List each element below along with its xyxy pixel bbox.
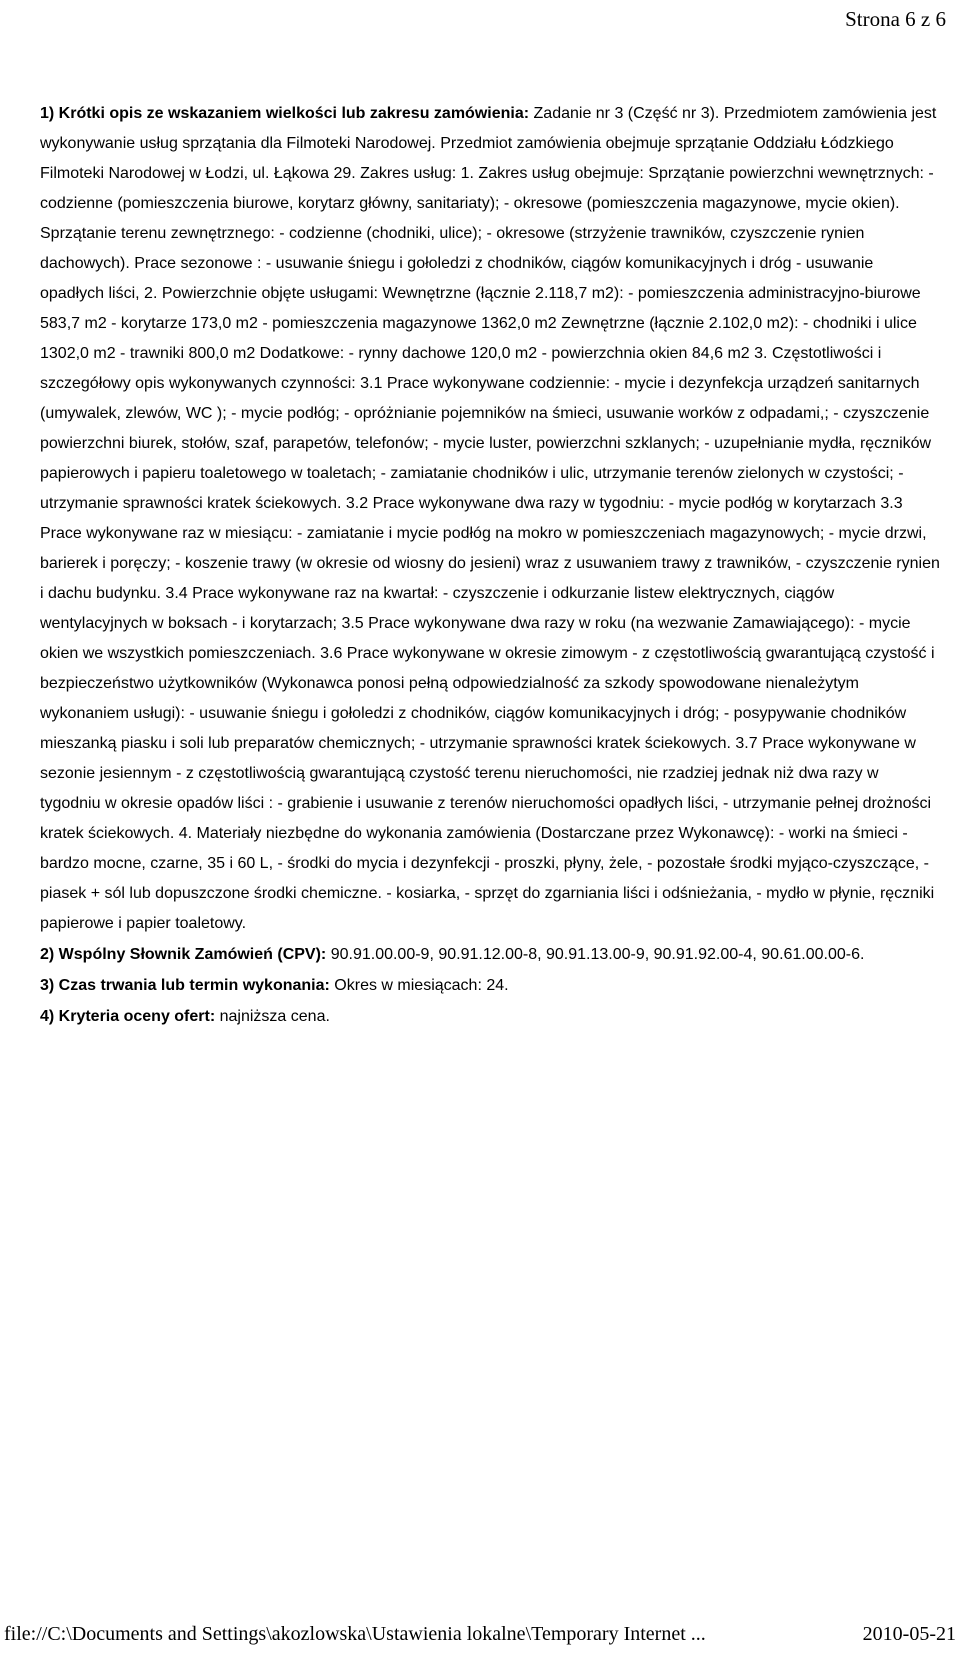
document-body bbox=[40, 99, 940, 1032]
section-cpv bbox=[40, 940, 940, 970]
section-criteria bbox=[40, 1002, 940, 1032]
section-text: Okres w miesiącach: 24. bbox=[334, 977, 509, 994]
section-text: najniższa cena. bbox=[219, 1008, 330, 1025]
section-text: Zadanie nr 3 (Część nr 3). Przedmiotem zamówienia jest wykonywanie usług sprzątania dla Filmoteki Narodowej. Przedmiot zamówienia obejmuje sprzątanie Oddziału Łódzkiego Filmoteki Narodowej w Łodzi, ul. Łąkowa 29. Zakres usług: 1. Zakres usług obejmuje: Sprzątanie powierzchni wewnętrznych: - codzienne (pomieszczenia biurowe, korytarz główny, sanitariaty); - okresowe (pomieszczenia magazynowe, mycie okien). Sprzątanie terenu zewnętrznego: - codzienne (chodniki, ulice); - okresowe (strzyżenie trawników, czyszczenie rynien dachowych). Prace sezonowe : - usuwanie śniegu i gołoledzi z chodników, ciągów komunikacyjnych i dróg - usuwanie opadłych liści, 2. Powierzchnie objęte usługami: Wewnętrzne (łącznie 2.118,7 m2): - pomieszczenia administracyjno-biurowe 583,7 m2 - korytarze 173,0 m2 - pomieszczenia magazynowe 1362,0 m2 Zewnętrzne (łącznie 2.102,0 m2): - chodniki i ulice 1302,0 m2 - trawniki 800,0 m2 Dodatkowe: - rynny dachowe 120,0 m2 - powierzchnia okien 84,6 m2 3. Częstotliwości i szczegółowy opis wykonywanych czynności: 3.1 Prace wykonywane codziennie: - mycie i dezynfekcja urządzeń sanitarnych (umywalek, zlewów, WC ); - mycie podłóg; - opróżnianie pojemników na śmieci, usuwanie worków z odpadami,; - czyszczenie powierzchni biurek, stołów, szaf, parapetów, telefonów; - mycie luster, powierzchni szklanych; - uzupełnianie mydła, ręczników papierowych i papieru toaletowego w toaletach; - zamiatanie chodników i ulic, utrzymanie terenów zielonych w czystości; - utrzymanie sprawności kratek ściekowych. 3.2 Prace wykonywane dwa razy w tygodniu: - mycie podłóg w korytarzach 3.3 Prace wykonywane raz w miesiącu: - zamiatanie i mycie podłóg na mokro w pomieszczeniach magazynowych; - mycie drzwi, barierek i poręczy; - koszenie trawy (w okresie od wiosny do jesieni) wraz z usuwaniem trawy z trawników, - czyszczenie rynien i dachu budynku. 3.4 Prace wykonywane raz na kwartał: - czyszczenie i odkurzanie listew elektrycznych, ciągów wentylacyjnych w boksach - i korytarzach; 3.5 Prace wykonywane dwa razy w roku (na wezwanie Zamawiającego): - mycie okien we wszystkich pomieszczeniach. 3.6 Prace wykonywane w okresie zimowym - z częstotliwością gwarantującą czystość i bezpieczeństwo użytkowników (Wykonawca ponosi pełną odpowiedzialność za szkody spowodowane nienależytym wykonaniem usługi): - usuwanie śniegu i gołoledzi z chodników, ciągów komunikacyjnych i dróg; - posypywanie chodników mieszanką piasku i soli lub preparatów chemicznych; - utrzymanie sprawności kratek ściekowych. 3.7 Prace wykonywane w sezonie jesiennym - z częstotliwością gwarantującą czystość terenu nieruchomości, nie rzadziej jednak niż dwa razy w tygodniu w okresie opadów liści : - grabienie i usuwanie z terenów nieruchomości opadłych liści, - utrzymanie pełnej drożności kratek ściekowych. 4. Materiały niezbędne do wykonania zamówienia (Dostarczane przez Wykonawcę): - worki na śmieci - bardzo mocne, czarne, 35 i 60 L, - środki do mycia i dezynfekcji - proszki, płyny, żele, - pozostałe środki myjąco-czyszczące, - piasek + sól lub dopuszczone środki chemiczne. - kosiarka, - sprzęt do zgarniania liści i odśnieżania, - mydło w płynie, ręczniki papierowe i papier toaletowy. bbox=[40, 105, 940, 932]
footer-file-path: file://C:\Documents and Settings\akozlowska\Ustawienia lokalne\Temporary Internet ... bbox=[4, 1623, 706, 1645]
page-number: Strona 6 z 6 bbox=[845, 7, 946, 31]
section-label: 1) Krótki opis ze wskazaniem wielkości lub zakresu zamówienia: bbox=[40, 105, 530, 122]
section-label: 2) Wspólny Słownik Zamówień (CPV): bbox=[40, 946, 327, 963]
section-duration bbox=[40, 971, 940, 1001]
footer-date: 2010-05-21 bbox=[862, 1623, 956, 1645]
section-short-description bbox=[40, 99, 940, 939]
section-text: 90.91.00.00-9, 90.91.12.00-8, 90.91.13.00-9, 90.91.92.00-4, 90.61.00.00-6. bbox=[330, 946, 865, 963]
section-label: 3) Czas trwania lub termin wykonania: bbox=[40, 977, 330, 994]
page-footer bbox=[4, 1622, 956, 1646]
section-label: 4) Kryteria oceny ofert: bbox=[40, 1008, 216, 1025]
